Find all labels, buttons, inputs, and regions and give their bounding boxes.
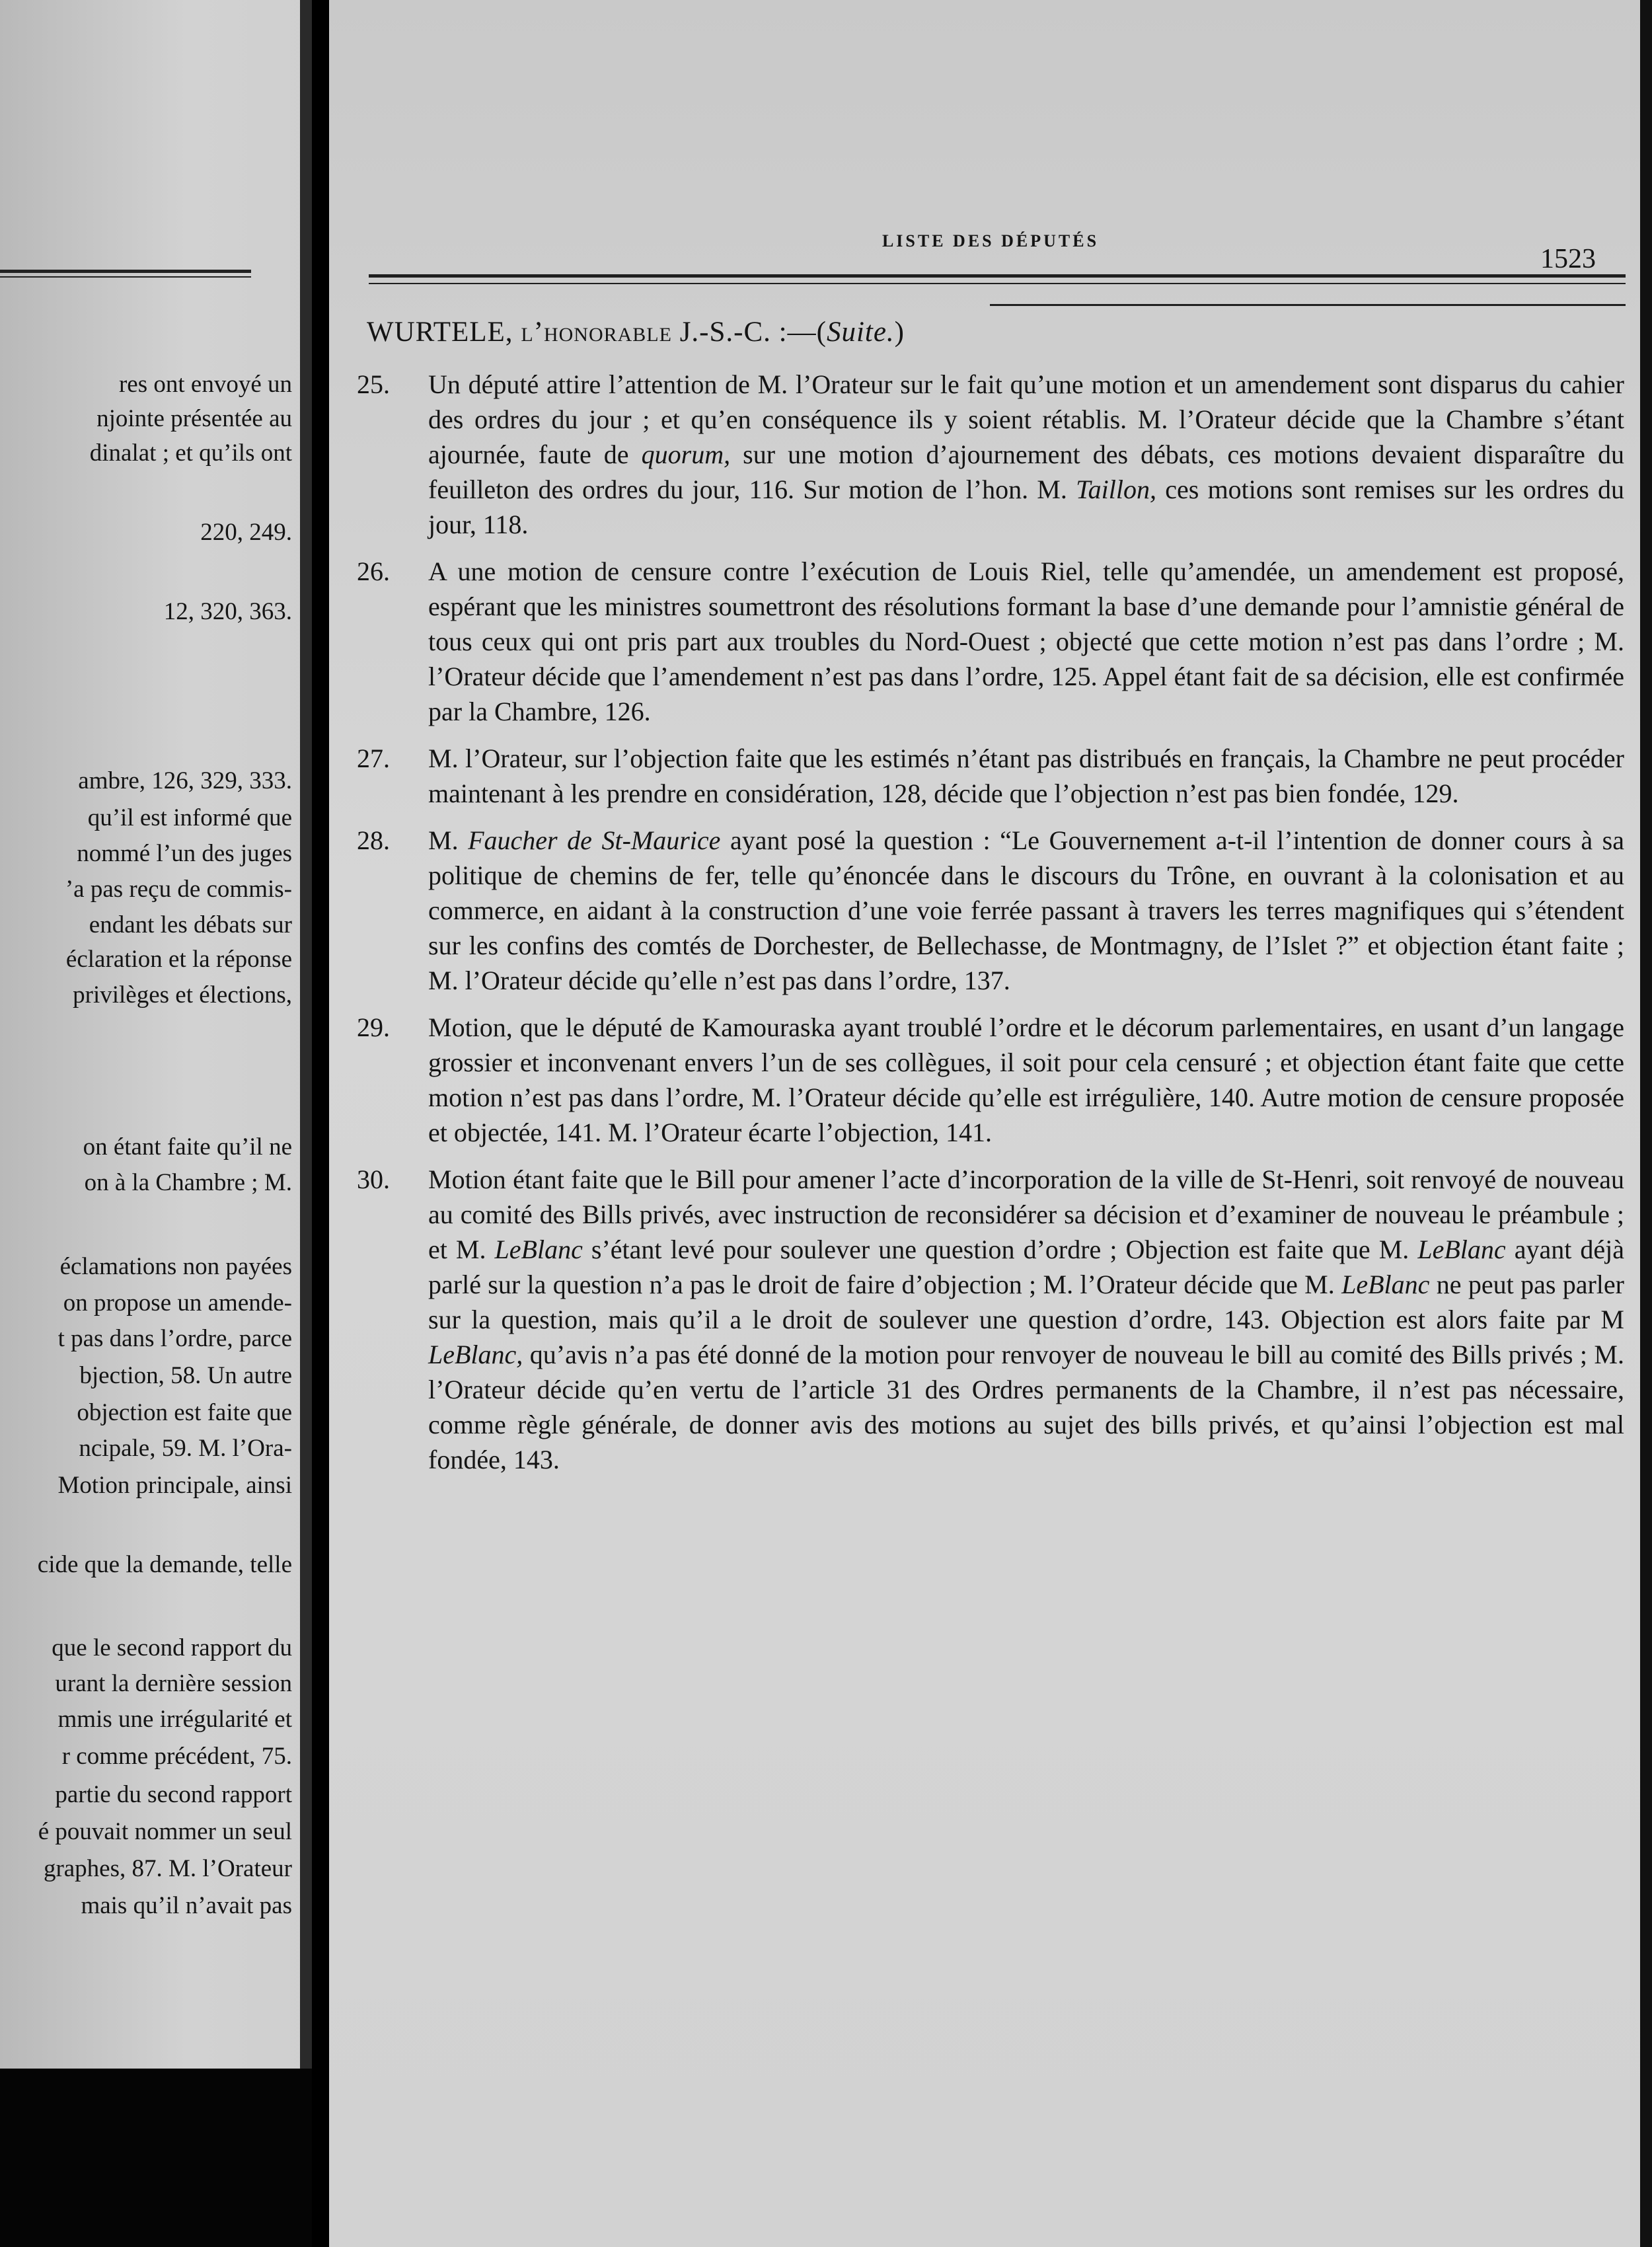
item-number: 30. [357,1164,390,1194]
item-text-italic: LeBlanc [1341,1270,1430,1299]
item-text-italic: quorum, [641,439,731,469]
item-number: 29. [357,1012,390,1042]
left-page-line: 220, 249. [200,519,292,546]
left-page-line: privilèges et élections, [73,981,292,1009]
item-text-run: Un député attire l’attention de M. l’Orateur sur le fait qu’une motion et un amendement sont disparus du cahier des ordres du jour ; et qu’en conséquence ils y soient rétablis. M. l’Orateur décide que la Chambre s’étant ajournée, faute de [428,369,1624,469]
entry-suite: Suite. [826,317,895,348]
left-page-rule [0,276,251,278]
item-text-run: M. l’Orateur, sur l’objection faite que les estimés n’étant pas distribués en français, la Chambre ne peut procéder maintenant à les prendre en considération, 128, décide que l’objection n’est pas bien fondée, 129. [428,743,1624,808]
left-page-line: urant la dernière session [55,1670,292,1697]
item-number: 26. [357,556,390,586]
item-text-run: M. [428,825,469,855]
left-page-line: nommé l’un des juges [77,840,292,867]
left-page-line: éclaration et la réponse [65,946,292,973]
right-page-edge [1640,0,1652,2247]
left-page-edge [300,0,312,2069]
entry-initials: J.-S.-C. :—( [679,317,827,348]
left-page [0,0,312,2069]
item-number: 27. [357,743,390,773]
left-page-line: njointe présentée au [96,405,292,432]
item-text-italic: LeBlanc, [428,1340,523,1369]
left-page-line: res ont envoyé un [118,371,292,398]
item-text [428,1010,1624,1150]
left-page-line: que le second rapport du [52,1634,292,1661]
left-page-line: mmis une irrégularité et [57,1706,292,1733]
item-text-italic: LeBlanc [1417,1235,1506,1264]
item-text-italic: Faucher de St-Maurice [468,825,721,855]
entry-title [367,316,905,348]
left-page-line: Motion principale, ainsi [57,1472,292,1499]
left-page-line: cide que la demande, telle [37,1551,292,1578]
left-page-line: qu’il est informé que [87,804,292,831]
header-rule [369,283,1626,284]
item-text-run: A une motion de censure contre l’exécution de Louis Riel, telle qu’amendée, un amendement est proposé, espérant que les ministres soumettront des résolutions formant la base d’une demande pour l’amnistie général de tous ceux qui ont pris part aux troubles du Nord-Ouest ; objecté que cette motion n’est pas dans l’ordre ; M. l’Orateur décide que l’amendement n’est pas dans l’ordre, 125. Appel étant fait de sa décision, elle est confirmée par la Chambre, 126. [428,556,1624,726]
left-page-line: on propose un amende- [63,1289,292,1316]
entry-items [329,367,1624,1489]
item-text-run: ayant posé la question : “Le Gouvernement a-t-il l’intention de donner cours à sa politique de chemins de fer, telle qu’énoncée dans le discours du Trône, en ouvrant à la colonisation et au commerce, en aidant à la construction d’une voie ferrée passant à travers les terres magnifiques qui s’étendent sur les confins des comtés de Dorchester, de Bellechasse, de Montmagny, de l’Islet ?” et objection étant faite ; M. l’Orateur décide qu’elle n’est pas dans l’ordre, 137. [428,825,1624,995]
left-page-line: éclamations non payées [59,1253,292,1280]
item-text [428,367,1624,542]
left-page-line: ’a pas reçu de commis- [65,876,292,903]
left-page-line: t pas dans l’ordre, parce [57,1325,292,1352]
entry-name: WURTELE, [367,317,513,348]
left-page-rule [0,270,251,273]
item-text-italic: Taillon, [1076,475,1157,504]
item-text-run: s’étant levé pour soulever une question d’ordre ; Objection est faite que M. [582,1235,1418,1264]
item-text-run: sur une motion d’ajournement des débats, ces motions devaient disparaître du feuilleton des ordres du jour, 116. Sur motion de l’hon. M. [428,439,1624,504]
left-page-line: dinalat ; et qu’ils ont [89,439,292,467]
left-page-line: mais qu’il n’avait pas [81,1892,292,1919]
left-page-line: r comme précédent, 75. [61,1743,292,1770]
page-number: 1523 [1540,244,1596,274]
left-page-line: bjection, 58. Un autre [79,1362,292,1389]
left-page-line: objection est faite que [77,1399,292,1426]
left-page-line: on étant faite qu’il ne [83,1133,292,1161]
list-item [329,367,1624,542]
right-page [329,0,1652,2247]
item-text [428,823,1624,998]
item-text-run: ayant déjà parlé sur la question n’a pas le droit de faire d’objection ; M. l’Orateur décide que M. [428,1235,1625,1299]
running-head: LISTE DES DÉPUTÉS [882,231,1100,250]
left-page-line: on à la Chambre ; M. [84,1169,292,1196]
list-item [329,1162,1624,1477]
left-page-line: ambre, 126, 329, 333. [78,767,292,794]
list-item [329,554,1624,729]
item-number: 28. [357,825,390,855]
left-page-line: endant les débats sur [89,911,292,938]
item-number: 25. [357,369,390,399]
header-rule [369,274,1626,278]
item-text [428,741,1624,811]
left-page-line: 12, 320, 363. [163,598,292,625]
list-item [329,823,1624,998]
left-page-line: é pouvait nommer un seul [38,1818,292,1845]
item-text-italic: LeBlanc [494,1235,583,1264]
item-text-run: Motion, que le député de Kamouraska ayant troublé l’ordre et le décorum parlementaires, en usant d’un langage grossier et inconvenant envers l’un de ses collègues, il soit pour cela censuré ; et objection étant faite que cette motion n’est pas dans l’ordre, M. l’Orateur décide qu’elle est irrégulière, 140. Autre motion de censure proposée et objectée, 141. M. l’Orateur écarte l’objection, 141. [428,1012,1624,1147]
entry-honorific: l’honorable [521,317,672,348]
entry-close: ) [894,317,905,348]
list-item [329,1010,1624,1150]
item-text-run: qu’avis n’a pas été donné de la motion pour renvoyer de nouveau le bill au comité des Bills privés ; M. l’Orateur décide qu’en vertu de l’article 31 des Ordres permanents de la Chambre, il n’est pas nécessaire, comme règle générale, de donner avis des motions au sujet des bills privés, et qu’ainsi l’objection est mal fondée, 143. [428,1340,1624,1474]
header-rule [990,304,1626,306]
item-text [428,554,1624,729]
item-text-run: ces motions sont remises sur les ordres du jour, 118. [428,475,1624,539]
list-item [329,741,1624,811]
book-gutter [312,0,329,2247]
left-page-line: ncipale, 59. M. l’Ora- [79,1435,292,1462]
left-page-line: partie du second rapport [55,1781,292,1808]
left-page-line: graphes, 87. M. l’Orateur [43,1855,292,1882]
item-text-run: Motion étant faite que le Bill pour amener l’acte d’incorporation de la ville de St-Henri, soit renvoyé de nouveau au comité des Bills privés, avec instruction de reconsidérer sa décision et d’examiner de nouveau le préambule ; et M. [428,1164,1624,1264]
item-text-run: ne peut pas parler sur la question, mais qu’il a le droit de soulever une question d’ordre, 143. Objection est alors faite par M [428,1270,1624,1334]
item-text [428,1162,1624,1477]
